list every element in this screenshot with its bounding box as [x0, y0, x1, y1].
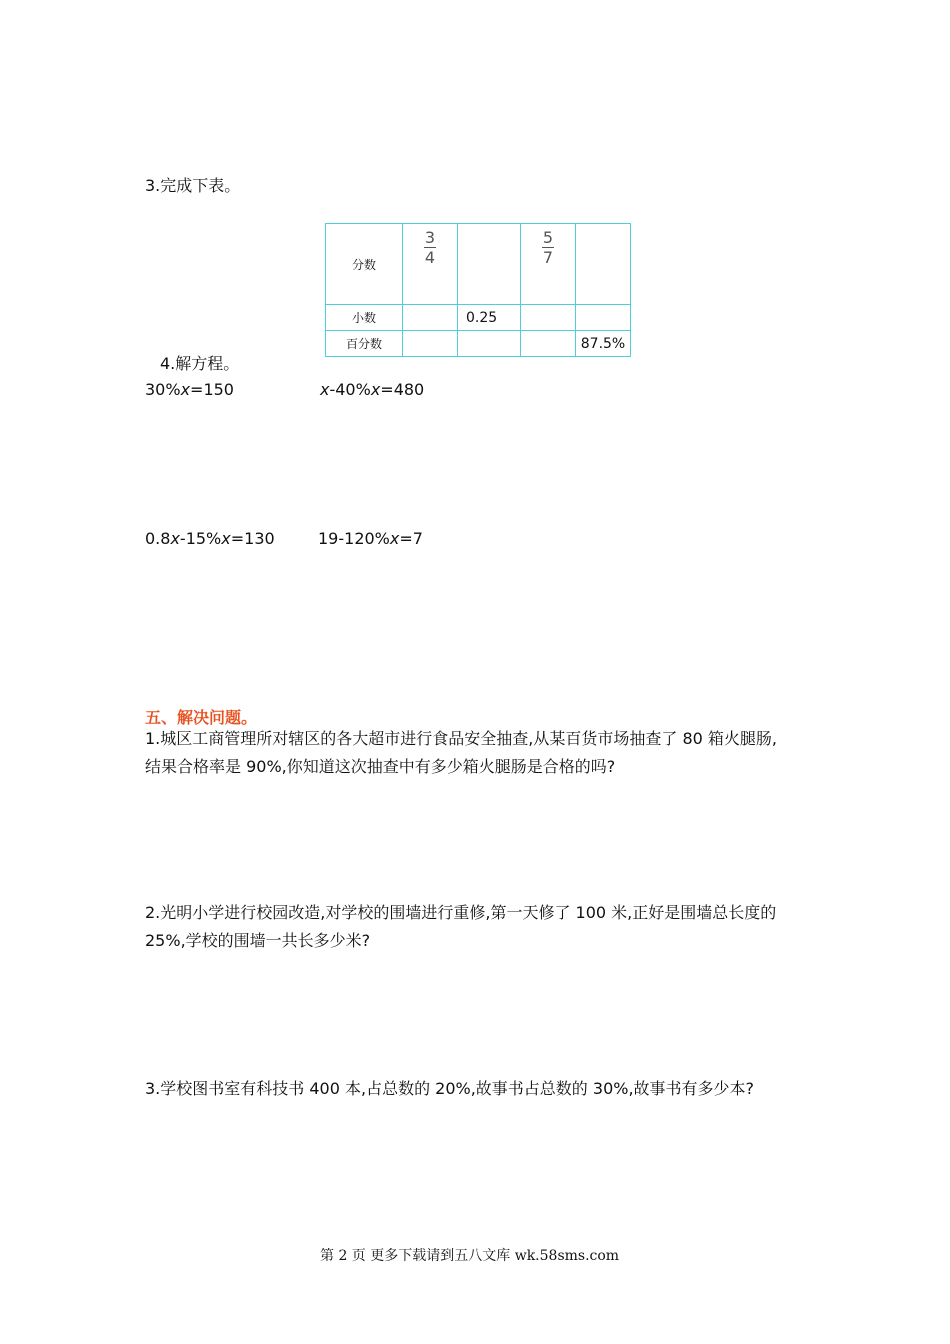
- problem-1-line-2: 结果合格率是 90%,你知道这次抽查中有多少箱火腿肠是合格的吗?: [145, 757, 616, 776]
- problem-2-line-2: 25%,学校的围墙一共长多少米?: [145, 931, 371, 950]
- q4-title: 4.解方程。: [160, 354, 240, 373]
- q3-title: 3.完成下表。: [145, 176, 241, 195]
- table-cell[interactable]: [576, 224, 631, 305]
- denominator: 4: [424, 248, 436, 267]
- row-label-percent: 百分数: [326, 331, 403, 357]
- eq-part: 19-120%: [318, 529, 390, 548]
- numerator: 5: [542, 228, 554, 247]
- eq-variable: x: [370, 380, 381, 399]
- eq-part: -15%: [179, 529, 222, 548]
- eq-variable: x: [170, 529, 180, 548]
- table-cell[interactable]: [521, 305, 576, 331]
- eq-variable: x: [180, 380, 191, 399]
- eq-part: =480: [380, 380, 425, 399]
- eq-part: -40%: [329, 380, 371, 399]
- eq-part: 0.8: [145, 529, 171, 548]
- table-cell[interactable]: [458, 224, 521, 305]
- table-cell[interactable]: [521, 331, 576, 357]
- row-label-decimal: 小数: [326, 305, 403, 331]
- eq-part: =7: [399, 529, 423, 548]
- eq-variable: x: [320, 380, 330, 399]
- eq-part: =130: [230, 529, 275, 548]
- numerator: 3: [424, 228, 436, 247]
- eq-part: 30%: [145, 380, 181, 399]
- eq-variable: x: [221, 529, 231, 548]
- fraction-5-7: [542, 229, 554, 266]
- conversion-table: [325, 223, 631, 357]
- row-label-fraction: 分数: [326, 224, 403, 305]
- problem-3-line-1: 3.学校图书室有科技书 400 本,占总数的 20%,故事书占总数的 30%,故事书有多少本?: [145, 1079, 755, 1098]
- table-cell[interactable]: [403, 331, 458, 357]
- eq-part: =150: [190, 380, 234, 399]
- problem-1-line-1: 1.城区工商管理所对辖区的各大超市进行食品安全抽查,从某百货市场抽查了 80 箱火腿肠,: [145, 729, 777, 748]
- problem-2-line-1: 2.光明小学进行校园改造,对学校的围墙进行重修,第一天修了 100 米,正好是围墙总长度的: [145, 903, 777, 922]
- table-cell[interactable]: [521, 224, 576, 305]
- page-footer: 第 2 页 更多下载请到五八文库 wk.58sms.com: [320, 1248, 620, 1264]
- table-row: [326, 224, 631, 305]
- equation-1: [145, 379, 234, 401]
- eq-variable: x: [389, 529, 400, 548]
- table-row: [326, 331, 631, 357]
- table-cell-decimal: 0.25: [458, 305, 521, 331]
- table-cell[interactable]: [576, 305, 631, 331]
- section5-heading: 五、解决问题。: [145, 708, 258, 727]
- equation-2: [320, 379, 424, 401]
- equation-3: [145, 528, 275, 550]
- fraction-3-4: [424, 229, 436, 266]
- table-row: [326, 305, 631, 331]
- denominator: 7: [542, 248, 554, 267]
- table-cell[interactable]: [403, 305, 458, 331]
- table-cell[interactable]: [403, 224, 458, 305]
- equation-4: [318, 528, 423, 550]
- table-cell[interactable]: [458, 331, 521, 357]
- table-cell-percent: 87.5%: [576, 331, 631, 357]
